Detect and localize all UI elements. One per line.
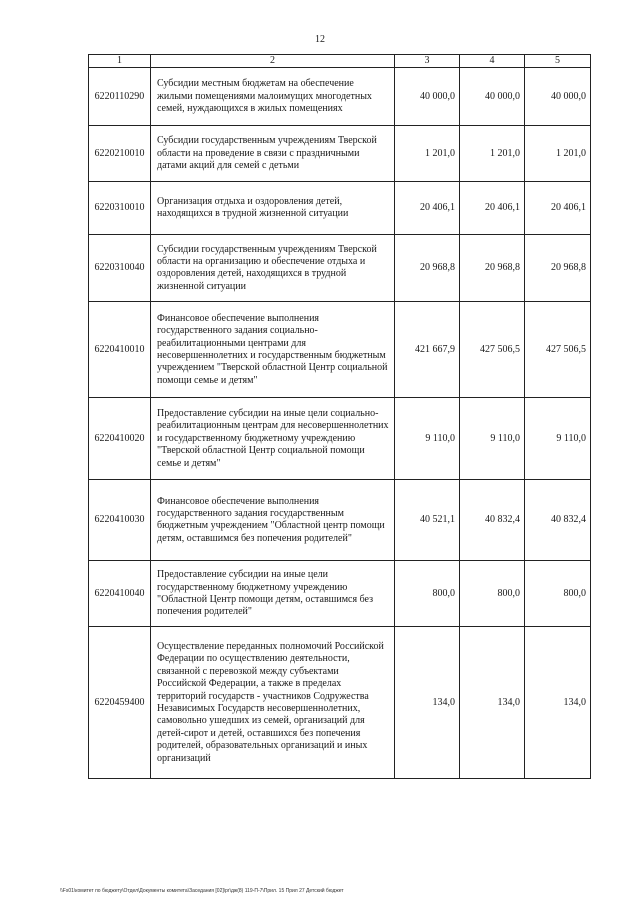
- row-value-5: 20 968,8: [525, 235, 591, 302]
- row-value-3: 9 110,0: [395, 398, 460, 480]
- row-code: 6220110290: [89, 68, 151, 126]
- table-row: [89, 235, 591, 302]
- row-description: Осуществление переданных полномочий Российской Федерации по осуществлению деятельности, связанной с перевозкой между субъектами Российской Федерации, а также в пределах территорий государств - участников Содружества Независимых Государств несовершеннолетних, самовольно ушедших из семей, организаций для детей-сирот и детей, оставшихся без попечения родителей, образовательных организаций и иных организаций: [151, 627, 395, 779]
- row-description: Субсидии местным бюджетам на обеспечение жилыми помещениями малоимущих многодетных семей, нуждающихся в жилых помещениях: [151, 68, 395, 126]
- row-code: 6220410020: [89, 398, 151, 480]
- row-description: Субсидии государственным учреждениям Тверской области на организацию и обеспечение отдыха и оздоровления детей, находящихся в трудной жизненной ситуации: [151, 235, 395, 302]
- budget-table: [88, 54, 591, 779]
- row-value-3: 20 406,1: [395, 182, 460, 235]
- row-value-4: 800,0: [460, 561, 525, 627]
- row-description: Финансовое обеспечение выполнения государственного задания государственным бюджетным учреждением "Областной центр помощи детям, оставшимся без попечения родителей": [151, 480, 395, 561]
- row-value-5: 40 832,4: [525, 480, 591, 561]
- row-value-4: 134,0: [460, 627, 525, 779]
- table-row: [89, 398, 591, 480]
- row-value-4: 40 000,0: [460, 68, 525, 126]
- row-description: Предоставление субсидии на иные цели государственному бюджетному учреждению "Областной Центр помощи детям, оставшимся без попечения родителей": [151, 561, 395, 627]
- row-description: Организация отдыха и оздоровления детей, находящихся в трудной жизненной ситуации: [151, 182, 395, 235]
- column-header-year-2: 4: [460, 55, 525, 68]
- row-value-3: 421 667,9: [395, 302, 460, 398]
- column-header-year-1: 3: [395, 55, 460, 68]
- table-row: [89, 182, 591, 235]
- row-value-4: 427 506,5: [460, 302, 525, 398]
- row-code: 6220310040: [89, 235, 151, 302]
- row-code: 6220459400: [89, 627, 151, 779]
- row-value-4: 20 406,1: [460, 182, 525, 235]
- page-number: 12: [315, 34, 325, 45]
- row-value-5: 1 201,0: [525, 126, 591, 182]
- column-header-year-3: 5: [525, 55, 591, 68]
- row-code: 6220410030: [89, 480, 151, 561]
- table-row: [89, 561, 591, 627]
- row-value-5: 40 000,0: [525, 68, 591, 126]
- row-code: 6220410040: [89, 561, 151, 627]
- row-value-3: 40 000,0: [395, 68, 460, 126]
- row-value-4: 20 968,8: [460, 235, 525, 302]
- table-row: [89, 302, 591, 398]
- row-value-3: 40 521,1: [395, 480, 460, 561]
- row-description: Субсидии государственным учреждениям Тверской области на проведение в связи с праздничными датами акций для семей с детьми: [151, 126, 395, 182]
- column-header-description: 2: [151, 55, 395, 68]
- row-value-4: 40 832,4: [460, 480, 525, 561]
- column-header-code: 1: [89, 55, 151, 68]
- row-value-5: 427 506,5: [525, 302, 591, 398]
- row-description: Финансовое обеспечение выполнения государственного задания социально-реабилитационными центрами для несовершеннолетних и государственным бюджетным учреждением "Тверской областной Центр социальной помощи семье и детям": [151, 302, 395, 398]
- table-row: [89, 68, 591, 126]
- row-code: 6220310010: [89, 182, 151, 235]
- row-value-5: 20 406,1: [525, 182, 591, 235]
- table-row: [89, 627, 591, 779]
- row-value-4: 9 110,0: [460, 398, 525, 480]
- row-value-5: 134,0: [525, 627, 591, 779]
- row-value-3: 20 968,8: [395, 235, 460, 302]
- header-row: [89, 55, 591, 68]
- row-value-4: 1 201,0: [460, 126, 525, 182]
- row-value-3: 1 201,0: [395, 126, 460, 182]
- row-description: Предоставление субсидии на иные цели социально-реабилитационным центрам для несовершеннолетних и государственному бюджетному учреждению "Тверской областной Центр социальной помощи семье и детям": [151, 398, 395, 480]
- row-value-5: 800,0: [525, 561, 591, 627]
- row-value-5: 9 110,0: [525, 398, 591, 480]
- table-row: [89, 126, 591, 182]
- table-row: [89, 480, 591, 561]
- row-code: 6220210010: [89, 126, 151, 182]
- footer-file-path: \\Fs01\комитет по бюджету\Отдел\Документы комитета\Заседания [02]\pr\дж(8) 119-П-7\Прил. 15 Прил 27 Детский бюджет: [60, 888, 344, 894]
- row-code: 6220410010: [89, 302, 151, 398]
- row-value-3: 134,0: [395, 627, 460, 779]
- row-value-3: 800,0: [395, 561, 460, 627]
